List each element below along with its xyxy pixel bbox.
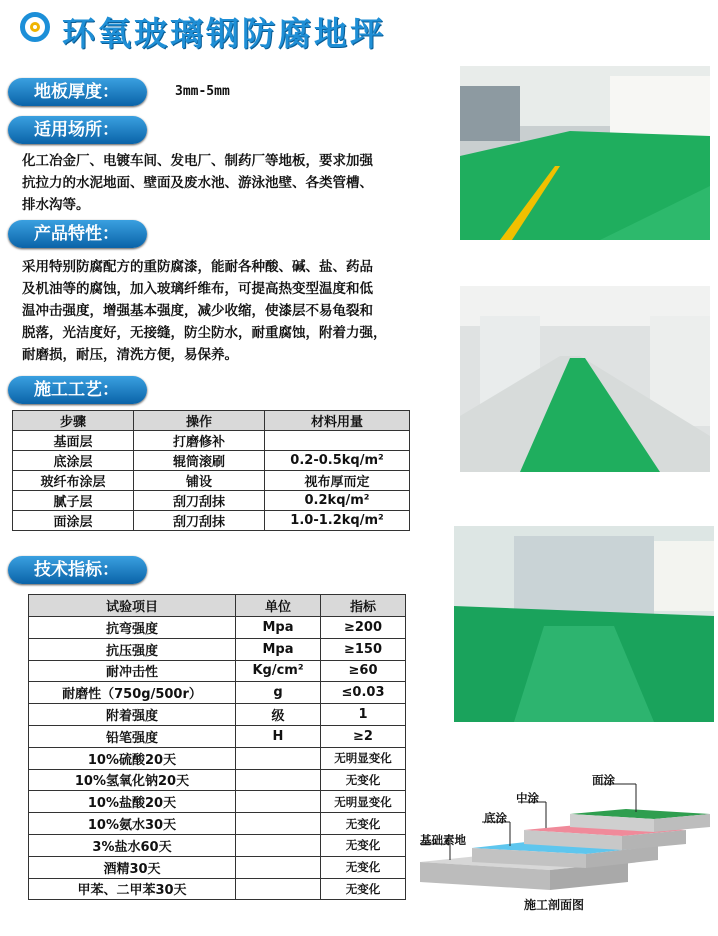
features-heading: 产品特性： [8,220,147,248]
tech-index-cell: 无变化 [321,769,406,791]
tech-unit-cell [236,834,321,856]
factory-floor-photo [460,66,710,240]
table-row [29,704,406,726]
tech-item-cell: 耐冲击性 [29,660,236,682]
tech-item-cell: 10%硫酸20天 [29,747,236,769]
tech-index-cell: ≥2 [321,725,406,747]
usage-line: 化工冶金厂、电镀车间、发电厂、制药厂等地板，要求加强 [22,153,373,169]
tech-unit-cell [236,747,321,769]
tech-unit-cell: H [236,725,321,747]
tech-index-cell: 无变化 [321,813,406,835]
tech-header-index: 指标 [321,595,406,617]
table-row: 玻纤布涂层 铺设 视布厚而定 [13,471,410,491]
table-row [29,617,406,639]
table-row [29,791,406,813]
table-row: 底涂层 辊筒滚刷 0.2-0.5kq/m² [13,451,410,471]
thickness-value: 3mm-5mm [175,84,230,99]
tech-item-cell: 抗弯强度 [29,617,236,639]
tech-item-cell: 10%氢氧化钠20天 [29,769,236,791]
tech-unit-cell: Mpa [236,638,321,660]
tech-unit-cell: Kg/cm² [236,660,321,682]
tech-item-cell: 甲苯、二甲苯30天 [29,878,236,900]
tech-item-cell: 3%盐水60天 [29,834,236,856]
process-heading: 施工工艺： [8,376,147,404]
tech-header-unit: 单位 [236,595,321,617]
tech-item-cell: 耐磨性（750g/500r） [29,682,236,704]
table-row: 基面层 打磨修补 [13,431,410,451]
label-ground: 基础素地 [420,833,466,847]
usage-line: 抗拉力的水泥地面、壁面及废水池、游泳池壁、各类管槽、 [22,175,373,191]
table-row [29,725,406,747]
features-text [22,256,454,366]
table-row: 腻子层 刮刀刮抹 0.2kq/m² [13,491,410,511]
process-header-material: 材料用量 [265,411,410,431]
cabinet-room-photo-art [454,526,714,722]
usage-text [22,150,452,216]
tech-index-cell: 无变化 [321,856,406,878]
tech-item-cell: 酒精30天 [29,856,236,878]
features-line: 采用特别防腐配方的重防腐漆，能耐各种酸、碱、盐、药品 [22,259,373,275]
cabinet-room-photo [454,526,714,722]
tech-item-cell: 10%氨水30天 [29,813,236,835]
table-row [29,660,406,682]
process-header-step: 步骤 [13,411,134,431]
tech-header-item: 试验项目 [29,595,236,617]
tech-unit-cell [236,791,321,813]
factory-floor-photo-art [460,66,710,240]
table-row [29,747,406,769]
table-row: 面涂层 刮刀刮抹 1.0-1.2kq/m² [13,511,410,531]
features-line: 温冲击强度，增强基本强度，减少收缩，使漆层不易龟裂和 [22,303,373,319]
table-row [29,682,406,704]
table-row [29,813,406,835]
tech-index-cell: ≥150 [321,638,406,660]
tech-unit-cell: 级 [236,704,321,726]
diagram-caption: 施工剖面图 [524,898,585,912]
tech-unit-cell: Mpa [236,617,321,639]
tech-index-cell: ≥60 [321,660,406,682]
tech-unit-cell [236,856,321,878]
tech-unit-cell [236,813,321,835]
tech-item-cell: 铅笔强度 [29,725,236,747]
tech-index-cell: ≤0.03 [321,682,406,704]
corridor-floor-photo-art [460,286,710,472]
label-base-coat: 底涂 [484,811,507,825]
tech-index-cell: 无明显变化 [321,791,406,813]
cross-section-diagram [420,774,714,914]
tech-index-cell: ≥200 [321,617,406,639]
tech-index-cell: 无明显变化 [321,747,406,769]
table-row [29,878,406,900]
tech-item-cell: 附着强度 [29,704,236,726]
usage-heading: 适用场所： [8,116,147,144]
usage-line: 排水沟等。 [22,197,90,213]
tech-table [28,594,406,900]
tech-unit-cell: g [236,682,321,704]
ring-logo-icon [20,12,50,42]
table-row [29,834,406,856]
page-title: 环氧玻璃钢防腐地坪 [62,14,386,53]
table-row [29,769,406,791]
features-line: 及机油等的腐蚀，加入玻璃纤维布，可提高热变型温度和低 [22,281,373,297]
features-line: 耐磨损，耐压，清洗方便，易保养。 [22,347,238,363]
table-row [29,856,406,878]
tech-heading: 技术指标： [8,556,147,584]
thickness-heading: 地板厚度： [8,78,147,106]
tech-index-cell: 无变化 [321,834,406,856]
process-table [12,410,410,531]
tech-unit-cell [236,769,321,791]
tech-index-cell: 1 [321,704,406,726]
tech-item-cell: 10%盐酸20天 [29,791,236,813]
corridor-floor-photo [460,286,710,472]
table-row [29,638,406,660]
tech-unit-cell [236,878,321,900]
tech-index-cell: 无变化 [321,878,406,900]
label-mid-coat: 中涂 [516,791,539,805]
label-top-coat: 面涂 [592,773,615,787]
tech-item-cell: 抗压强度 [29,638,236,660]
process-header-operation: 操作 [134,411,265,431]
header [0,0,718,60]
features-line: 脱落，光洁度好，无接缝，防尘防水，耐重腐蚀，附着力强， [22,325,387,341]
